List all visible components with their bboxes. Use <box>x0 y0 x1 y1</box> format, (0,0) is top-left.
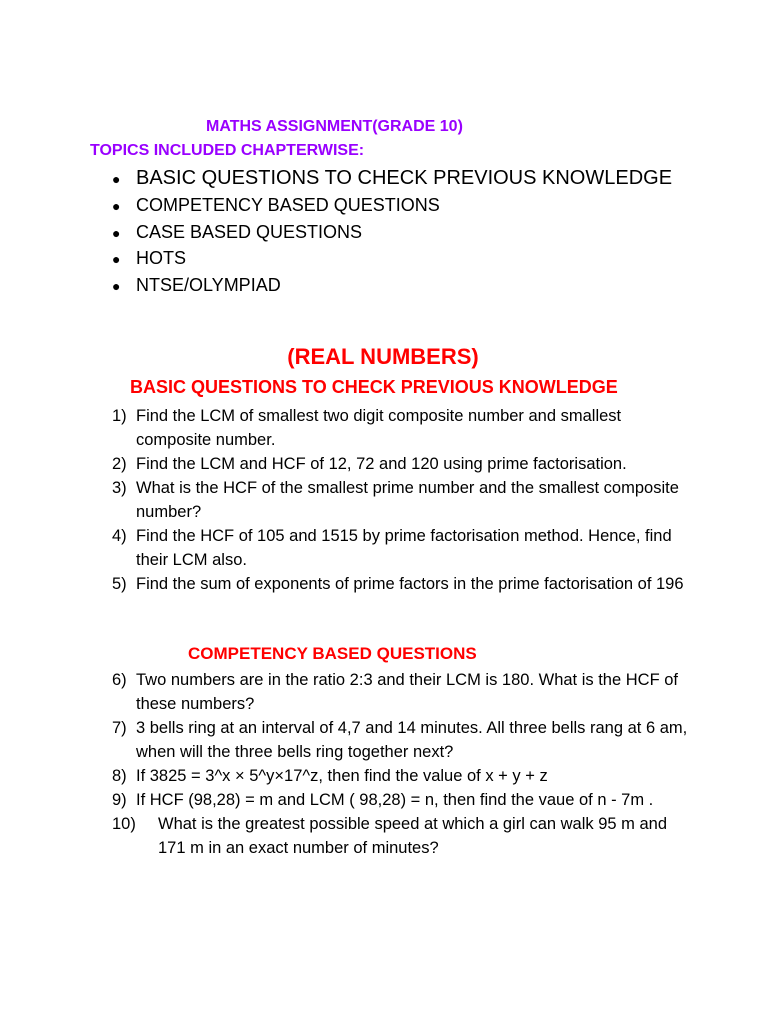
question-item <box>112 524 692 572</box>
question-number: 7) <box>112 719 127 737</box>
question-item <box>112 812 692 860</box>
question-item <box>112 788 692 812</box>
question-text: Find the HCF of 105 and 1515 by prime factorisation method. Hence, find their LCM also. <box>136 527 672 569</box>
question-item <box>112 476 692 524</box>
topic-item <box>112 193 672 220</box>
question-text: What is the greatest possible speed at which a girl can walk 95 m and 171 m in an exact number of minutes? <box>158 815 668 857</box>
question-item <box>112 404 692 452</box>
question-text: Find the LCM of smallest two digit composite number and smallest composite number. <box>136 407 622 449</box>
topics-heading: TOPICS INCLUDED CHAPTERWISE: <box>90 142 365 159</box>
topic-label: BASIC QUESTIONS TO CHECK PREVIOUS KNOWLEDGE <box>136 167 673 189</box>
section-title-text: (REAL NUMBERS) <box>287 344 479 369</box>
bullet-icon: ● <box>112 171 121 187</box>
topic-item <box>112 273 672 300</box>
question-text: If 3825 = 3^x × 5^y×17^z, then find the value of x + y + z <box>136 767 548 785</box>
question-number: 8) <box>112 767 127 785</box>
question-text: Find the sum of exponents of prime factors in the prime factorisation of 196 <box>136 575 684 593</box>
question-text: Find the LCM and HCF of 12, 72 and 120 using prime factorisation. <box>136 455 627 473</box>
competency-questions-heading: COMPETENCY BASED QUESTIONS <box>188 644 477 663</box>
question-number: 2) <box>112 455 127 473</box>
question-item <box>112 668 692 716</box>
document-title: MATHS ASSIGNMENT(GRADE 10) <box>206 118 463 135</box>
bullet-icon: ● <box>112 198 121 214</box>
question-text: 3 bells ring at an interval of 4,7 and 14 minutes. All three bells rang at 6 am, when will the three bells ring together next? <box>136 719 688 761</box>
question-text: What is the HCF of the smallest prime number and the smallest composite number? <box>136 479 679 521</box>
section-title <box>0 344 768 370</box>
question-text: If HCF (98,28) = m and LCM ( 98,28) = n, then find the vaue of n - 7m . <box>136 791 654 809</box>
topic-item <box>112 246 672 273</box>
competency-questions-list <box>112 668 692 860</box>
bullet-icon: ● <box>112 277 121 294</box>
question-text: Two numbers are in the ratio 2:3 and their LCM is 180. What is the HCF of these numbers? <box>136 671 678 713</box>
question-number: 3) <box>112 479 127 497</box>
question-item <box>112 716 692 764</box>
question-number: 6) <box>112 671 127 689</box>
question-number: 9) <box>112 791 127 809</box>
topic-label: HOTS <box>136 248 187 268</box>
topic-label: NTSE/OLYMPIAD <box>136 274 281 295</box>
topic-item <box>112 220 672 247</box>
question-item <box>112 572 692 596</box>
topic-item <box>112 164 672 193</box>
question-number: 1) <box>112 407 127 425</box>
bullet-icon: ● <box>112 251 121 267</box>
topics-list <box>112 164 672 299</box>
question-item <box>112 764 692 788</box>
bullet-icon: ● <box>112 224 121 241</box>
basic-questions-heading: BASIC QUESTIONS TO CHECK PREVIOUS KNOWLEDGE <box>130 377 618 397</box>
question-number: 4) <box>112 527 127 545</box>
topic-label: COMPETENCY BASED QUESTIONS <box>136 195 440 215</box>
basic-questions-list <box>112 404 692 596</box>
question-number: 10) <box>112 815 136 833</box>
question-number: 5) <box>112 575 127 593</box>
question-item <box>112 452 692 476</box>
topic-label: CASE BASED QUESTIONS <box>136 221 363 242</box>
